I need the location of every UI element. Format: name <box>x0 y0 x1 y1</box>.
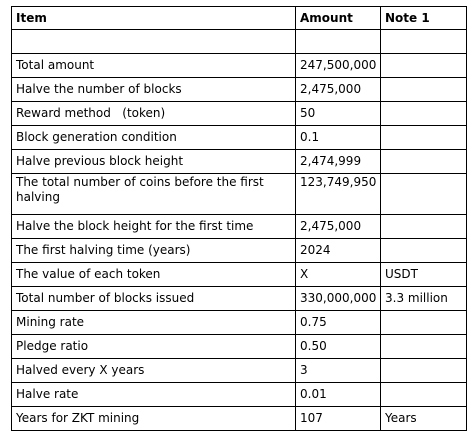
table-row <box>12 78 467 102</box>
amount-cell[interactable] <box>296 30 381 54</box>
table-row <box>12 335 467 359</box>
amount-cell[interactable]: 107 <box>296 407 381 431</box>
item-cell[interactable]: The value of each token <box>12 263 296 287</box>
note-cell[interactable] <box>381 359 467 383</box>
note-cell[interactable] <box>381 215 467 239</box>
amount-cell[interactable]: 3 <box>296 359 381 383</box>
note-cell[interactable]: 3.3 million <box>381 287 467 311</box>
note-cell[interactable] <box>381 383 467 407</box>
header-cell-amount[interactable]: Amount <box>296 7 381 30</box>
blank-row <box>12 30 467 54</box>
table-row <box>12 311 467 335</box>
note-cell[interactable] <box>381 335 467 359</box>
header-cell-item[interactable]: Item <box>12 7 296 30</box>
table-row <box>12 239 467 263</box>
amount-cell[interactable]: 247,500,000 <box>296 54 381 78</box>
header-row <box>12 7 467 30</box>
amount-cell[interactable]: X <box>296 263 381 287</box>
parameters-table <box>11 6 467 431</box>
amount-cell[interactable]: 2,475,000 <box>296 215 381 239</box>
item-cell[interactable]: Halve the block height for the first time <box>12 215 296 239</box>
item-cell[interactable]: The total number of coins before the first halving <box>12 174 296 215</box>
note-cell[interactable]: USDT <box>381 263 467 287</box>
table-row <box>12 287 467 311</box>
item-cell[interactable]: Mining rate <box>12 311 296 335</box>
item-cell[interactable]: The first halving time (years) <box>12 239 296 263</box>
amount-cell[interactable]: 2024 <box>296 239 381 263</box>
table-row <box>12 359 467 383</box>
item-cell[interactable]: Years for ZKT mining <box>12 407 296 431</box>
item-cell[interactable]: Halve previous block height <box>12 150 296 174</box>
table-row <box>12 263 467 287</box>
item-cell[interactable]: Total amount <box>12 54 296 78</box>
note-cell[interactable] <box>381 78 467 102</box>
note-cell[interactable] <box>381 54 467 78</box>
item-cell[interactable]: Pledge ratio <box>12 335 296 359</box>
item-cell[interactable]: Halve the number of blocks <box>12 78 296 102</box>
amount-cell[interactable]: 0.50 <box>296 335 381 359</box>
amount-cell[interactable]: 2,475,000 <box>296 78 381 102</box>
note-cell[interactable] <box>381 311 467 335</box>
item-cell[interactable] <box>12 30 296 54</box>
item-cell[interactable]: Block generation condition <box>12 126 296 150</box>
item-cell[interactable]: Total number of blocks issued <box>12 287 296 311</box>
table-row <box>12 174 467 215</box>
item-cell[interactable]: Halved every X years <box>12 359 296 383</box>
amount-cell[interactable]: 330,000,000 <box>296 287 381 311</box>
note-cell[interactable] <box>381 126 467 150</box>
amount-cell[interactable]: 50 <box>296 102 381 126</box>
amount-cell[interactable]: 0.1 <box>296 126 381 150</box>
table-row <box>12 102 467 126</box>
item-cell[interactable]: Reward method (token) <box>12 102 296 126</box>
table-body <box>12 7 467 431</box>
amount-cell[interactable]: 0.01 <box>296 383 381 407</box>
header-cell-note[interactable]: Note 1 <box>381 7 467 30</box>
item-cell[interactable]: Halve rate <box>12 383 296 407</box>
table-row <box>12 383 467 407</box>
table-row <box>12 215 467 239</box>
table-row <box>12 407 467 431</box>
table-row <box>12 150 467 174</box>
note-cell[interactable] <box>381 30 467 54</box>
amount-cell[interactable]: 0.75 <box>296 311 381 335</box>
note-cell[interactable] <box>381 150 467 174</box>
amount-cell[interactable]: 2,474,999 <box>296 150 381 174</box>
table-row <box>12 54 467 78</box>
note-cell[interactable] <box>381 174 467 215</box>
amount-cell[interactable]: 123,749,950 <box>296 174 381 215</box>
note-cell[interactable] <box>381 102 467 126</box>
table-row <box>12 126 467 150</box>
note-cell[interactable]: Years <box>381 407 467 431</box>
note-cell[interactable] <box>381 239 467 263</box>
